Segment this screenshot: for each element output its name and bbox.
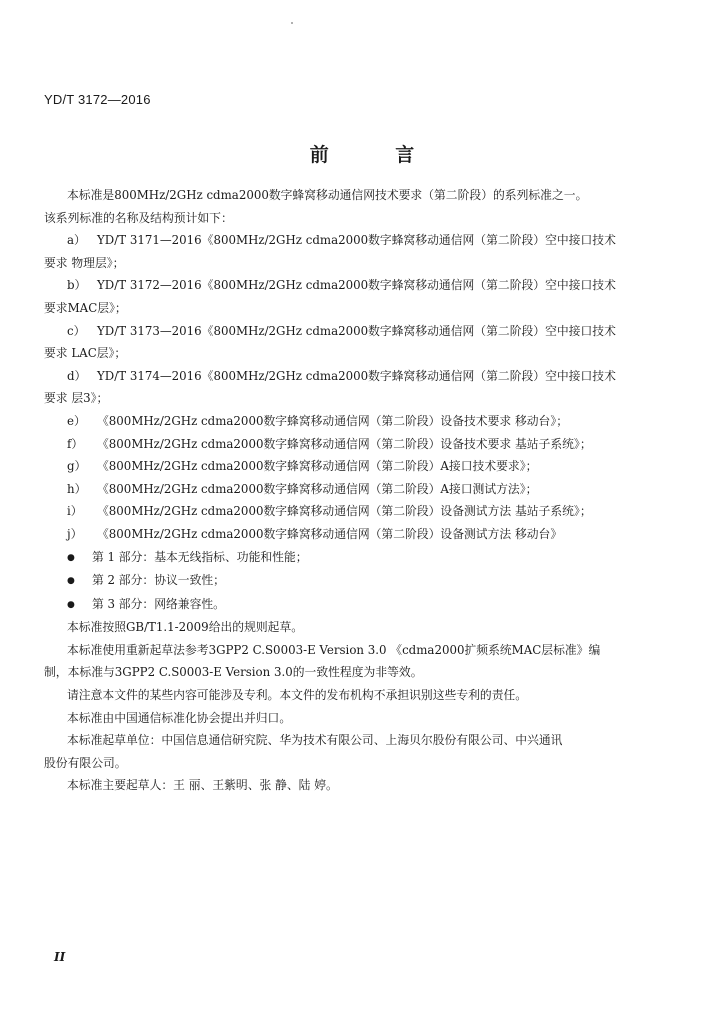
list-item [44,523,632,546]
list-item-continuation: 要求MAC层》； [44,300,127,315]
list-item-text: 《800MHz/2GHz cdma2000数字蜂窝移动通信网（第二阶段）设备测试方法 移动台》 [97,526,563,541]
drafting-units-line-2: 股份有限公司。 [44,755,127,770]
list-item-marker: e） [67,413,86,428]
reference-paragraph-line-1: 本标准使用重新起草法参考3GPP2 C.S0003-E Version 3.0 《cdma2000扩频系统MAC层标准》编 [67,642,601,657]
list-item-marker: c） [67,323,86,338]
list-item-text: YD/T 3171—2016《800MHz/2GHz cdma2000数字蜂窝移动通信网（第二阶段）空中接口技术 [97,233,616,248]
list-item [44,500,632,523]
document-body [44,184,632,797]
list-item-marker: j） [67,526,83,541]
part-list-item [44,569,632,593]
drafting-units-line-1: 本标准起草单位：中国信息通信研究院、华为技术有限公司、上海贝尔股份有限公司、中兴通讯 [67,733,563,748]
part-list-item [44,546,632,570]
list-item [44,478,632,501]
list-item-text: 《800MHz/2GHz cdma2000数字蜂窝移动通信网（第二阶段）设备技术要求 移动台》； [97,413,569,428]
list-item [44,320,632,343]
list-item [44,274,632,297]
list-item-text: 《800MHz/2GHz cdma2000数字蜂窝移动通信网（第二阶段）设备技术要求 基站子系统》； [97,436,592,451]
series-list [44,229,632,545]
list-item-text: YD/T 3174—2016《800MHz/2GHz cdma2000数字蜂窝移动通信网（第二阶段）空中接口技术 [97,368,616,383]
page-title: 前 言 [309,144,445,166]
drafters-paragraph: 本标准主要起草人：王 丽、王紫明、张 静、陆 婷。 [67,778,338,793]
list-item-marker: a） [67,233,86,248]
bullet-icon: ● [67,599,75,610]
part-list-item [44,593,632,617]
list-item-text: YD/T 3172—2016《800MHz/2GHz cdma2000数字蜂窝移动通信网（第二阶段）空中接口技术 [97,278,616,293]
part-list [44,546,632,617]
list-item-text: YD/T 3173—2016《800MHz/2GHz cdma2000数字蜂窝移动通信网（第二阶段）空中接口技术 [97,323,616,338]
reference-paragraph-line-2: 制，本标准与3GPP2 C.S0003-E Version 3.0的一致性程度为非等效。 [44,665,423,680]
list-item-marker: d） [67,368,87,383]
list-item-continuation: 要求 层3》； [44,391,109,406]
list-item-continuation: 要求 物理层》； [44,255,125,270]
list-item-marker: b） [67,278,87,293]
drafting-rule-paragraph: 本标准按照GB/T1.1-2009给出的规则起草。 [67,620,304,635]
standard-code: YD/T 3172—2016 [44,92,151,107]
list-item [44,455,632,478]
intro-line-2: 该系列标准的名称及结构预计如下： [44,210,233,225]
list-item-continuation: 要求 LAC层》； [44,346,127,361]
list-item [44,229,632,252]
list-item-text: 《800MHz/2GHz cdma2000数字蜂窝移动通信网（第二阶段）A接口技术要求》； [97,459,538,474]
bullet-icon: ● [67,576,75,587]
list-item-text: 《800MHz/2GHz cdma2000数字蜂窝移动通信网（第二阶段）A接口测试方法》； [97,481,538,496]
patent-notice-paragraph: 请注意本文件的某些内容可能涉及专利。本文件的发布机构不承担识别这些专利的责任。 [67,688,528,703]
list-item-text: 《800MHz/2GHz cdma2000数字蜂窝移动通信网（第二阶段）设备测试方法 基站子系统》； [97,504,592,519]
list-item-marker: i） [67,504,83,519]
list-item [44,433,632,456]
part-list-item-text: 第 3 部分：网络兼容性。 [92,596,225,611]
list-item [44,410,632,433]
list-item-marker: g） [67,459,87,474]
page-number: II [54,950,66,964]
list-item-marker: h） [67,481,87,496]
list-item-marker: f） [67,436,84,451]
part-list-item-text: 第 1 部分：基本无线指标、功能和性能； [92,549,308,564]
bullet-icon: ● [67,552,75,563]
intro-line-1: 本标准是800MHz/2GHz cdma2000数字蜂窝移动通信网技术要求（第二阶段）的系列标准之一。 [67,188,588,202]
part-list-item-text: 第 2 部分：协议一致性； [92,573,225,588]
proposer-paragraph: 本标准由中国通信标准化协会提出并归口。 [67,710,292,725]
list-item [44,365,632,388]
scan-speck [291,22,293,24]
